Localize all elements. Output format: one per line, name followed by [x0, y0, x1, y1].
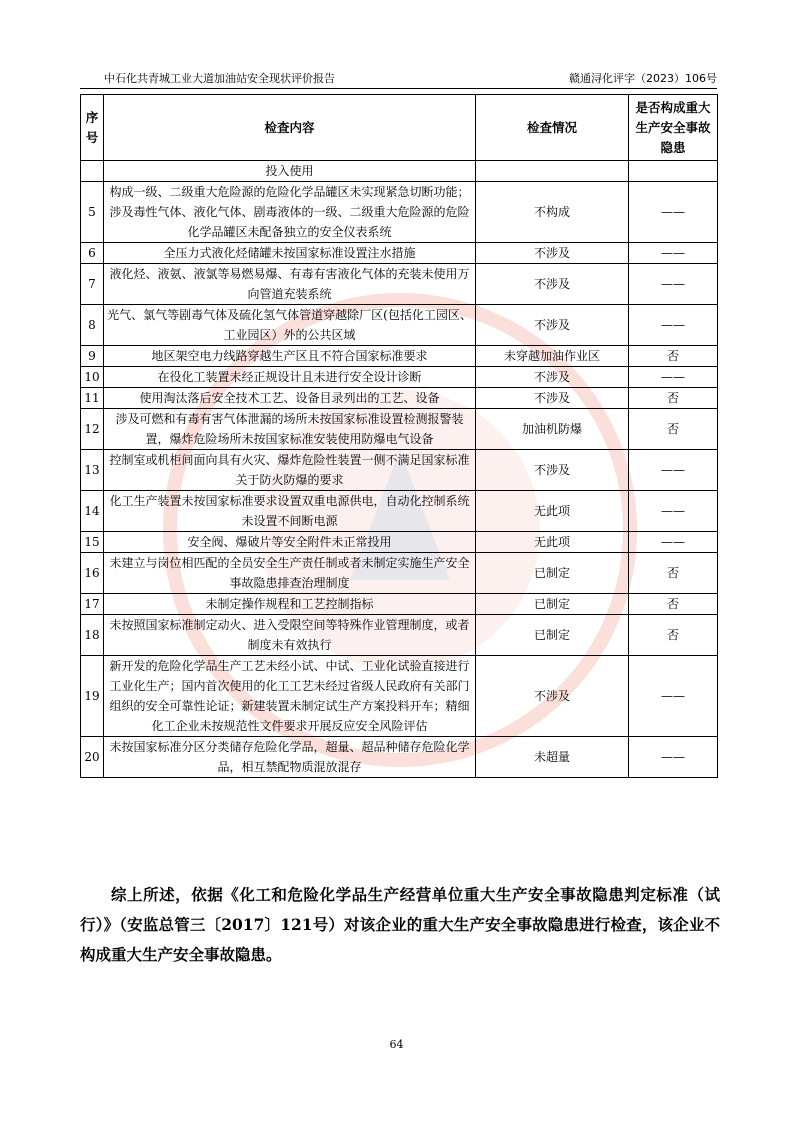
- cell-no: 8: [81, 305, 104, 346]
- table-row: [81, 182, 718, 243]
- header-divider: [80, 88, 717, 89]
- cell-status: 不涉及: [476, 305, 629, 346]
- summary-paragraph: 综上所述，依据《化工和危险化学品生产经营单位重大生产安全事故隐患判定标准（试行）》（安监总管三〔2017〕121号）对该企业的重大生产安全事故隐患进行检查，该企业不构成重大生产安全事故隐患。: [80, 885, 720, 964]
- cell-status: 未穿越加油作业区: [476, 346, 629, 367]
- cell-status: 不涉及: [476, 656, 629, 737]
- cell-status: 不涉及: [476, 264, 629, 305]
- cell-status: 未超量: [476, 737, 629, 778]
- cell-no: 10: [81, 367, 104, 388]
- cell-content: 光气、氯气等剧毒气体及硫化氢气体管道穿越除厂区(包括化工园区、工业园区）外的公共区域: [104, 305, 476, 346]
- cell-content: 液化烃、液氨、液氯等易燃易爆、有毒有害液化气体的充装未使用万向管道充装系统: [104, 264, 476, 305]
- cell-major-hazard: 否: [629, 594, 718, 615]
- cell-status: 已制定: [476, 553, 629, 594]
- column-header-no: 序号: [81, 95, 104, 161]
- cell-no: 6: [81, 243, 104, 264]
- table-row: [81, 532, 718, 553]
- column-header-status: 检查情况: [476, 95, 629, 161]
- cell-content: 新开发的危险化学品生产工艺未经小试、中试、工业化试验直接进行工业化生产；国内首次使用的化工工艺未经过省级人民政府有关部门组织的安全可靠性论证；新建装置未制定试生产方案投料开车；精细化工企业未按规范性文件要求开展反应安全风险评估: [104, 656, 476, 737]
- cell-major-hazard: ——: [629, 305, 718, 346]
- cell-major-hazard: ——: [629, 737, 718, 778]
- cell-major-hazard: 否: [629, 346, 718, 367]
- cell-major-hazard: [629, 161, 718, 182]
- cell-no: 14: [81, 491, 104, 532]
- column-header-content: 检查内容: [104, 95, 476, 161]
- cell-content: 投入使用: [104, 161, 476, 182]
- cell-major-hazard: ——: [629, 182, 718, 243]
- cell-status: 加油机防爆: [476, 409, 629, 450]
- report-title: 中石化共青城工业大道加油站安全现状评价报告: [104, 72, 335, 85]
- table-row: [81, 161, 718, 182]
- cell-content: 构成一级、二级重大危险源的危险化学品罐区未实现紧急切断功能；涉及毒性气体、液化气体、剧毒液体的一级、二级重大危险源的危险化学品罐区未配备独立的安全仪表系统: [104, 182, 476, 243]
- cell-content: 未按照国家标准制定动火、进入受限空间等特殊作业管理制度，或者制度未有效执行: [104, 615, 476, 656]
- cell-content: 安全阀、爆破片等安全附件未正常投用: [104, 532, 476, 553]
- inspection-table: [80, 94, 718, 778]
- table-row: [81, 553, 718, 594]
- table-row: [81, 656, 718, 737]
- cell-status: 不涉及: [476, 450, 629, 491]
- table-row: [81, 737, 718, 778]
- cell-no: 11: [81, 388, 104, 409]
- cell-major-hazard: 否: [629, 388, 718, 409]
- table-header-row: [81, 95, 718, 161]
- cell-status: 不涉及: [476, 367, 629, 388]
- cell-status: 已制定: [476, 615, 629, 656]
- table-body: [81, 161, 718, 778]
- cell-major-hazard: ——: [629, 656, 718, 737]
- table-row: [81, 305, 718, 346]
- table-row: [81, 594, 718, 615]
- cell-content: 在役化工装置未经正规设计且未进行安全设计诊断: [104, 367, 476, 388]
- cell-major-hazard: 否: [629, 409, 718, 450]
- table-row: [81, 388, 718, 409]
- cell-no: 12: [81, 409, 104, 450]
- cell-no: 18: [81, 615, 104, 656]
- cell-content: 地区架空电力线路穿越生产区且不符合国家标准要求: [104, 346, 476, 367]
- cell-major-hazard: ——: [629, 367, 718, 388]
- cell-major-hazard: ——: [629, 532, 718, 553]
- table-row: [81, 243, 718, 264]
- table-row: [81, 615, 718, 656]
- cell-content: 全压力式液化烃储罐未按国家标准设置注水措施: [104, 243, 476, 264]
- cell-content: 涉及可燃和有毒有害气体泄漏的场所未按国家标准设置检测报警装置，爆炸危险场所未按国家标准安装使用防爆电气设备: [104, 409, 476, 450]
- cell-content: 未建立与岗位相匹配的全员安全生产责任制或者未制定实施生产安全事故隐患排查治理制度: [104, 553, 476, 594]
- cell-content: 未制定操作规程和工艺控制指标: [104, 594, 476, 615]
- cell-no: 5: [81, 182, 104, 243]
- report-code: 赣通浔化评字（2023）106号: [569, 72, 717, 85]
- cell-status: 不构成: [476, 182, 629, 243]
- cell-major-hazard: ——: [629, 491, 718, 532]
- cell-major-hazard: ——: [629, 264, 718, 305]
- cell-no: 17: [81, 594, 104, 615]
- column-header-major-hazard: 是否构成重大生产安全事故隐患: [629, 95, 718, 161]
- cell-major-hazard: 否: [629, 615, 718, 656]
- cell-no: [81, 161, 104, 182]
- cell-no: 9: [81, 346, 104, 367]
- cell-no: 13: [81, 450, 104, 491]
- cell-status: 不涉及: [476, 243, 629, 264]
- table-row: [81, 346, 718, 367]
- cell-content: 控制室或机柜间面向具有火灾、爆炸危险性装置一侧不满足国家标准关于防火防爆的要求: [104, 450, 476, 491]
- cell-content: 未按国家标准分区分类储存危险化学品，超量、超品种储存危险化学品，相互禁配物质混放混存: [104, 737, 476, 778]
- cell-no: 16: [81, 553, 104, 594]
- cell-major-hazard: ——: [629, 450, 718, 491]
- table-row: [81, 450, 718, 491]
- table-row: [81, 409, 718, 450]
- cell-content: 化工生产装置未按国家标准要求设置双重电源供电，自动化控制系统未设置不间断电源: [104, 491, 476, 532]
- cell-status: [476, 161, 629, 182]
- table-row: [81, 491, 718, 532]
- cell-no: 19: [81, 656, 104, 737]
- cell-no: 20: [81, 737, 104, 778]
- cell-major-hazard: ——: [629, 243, 718, 264]
- table-row: [81, 264, 718, 305]
- cell-status: 无此项: [476, 491, 629, 532]
- cell-status: 无此项: [476, 532, 629, 553]
- page-number: 64: [389, 1038, 404, 1051]
- cell-major-hazard: 否: [629, 553, 718, 594]
- cell-status: 已制定: [476, 594, 629, 615]
- cell-status: 不涉及: [476, 388, 629, 409]
- cell-no: 7: [81, 264, 104, 305]
- table-row: [81, 367, 718, 388]
- cell-content: 使用淘汰落后安全技术工艺、设备目录列出的工艺、设备: [104, 388, 476, 409]
- cell-no: 15: [81, 532, 104, 553]
